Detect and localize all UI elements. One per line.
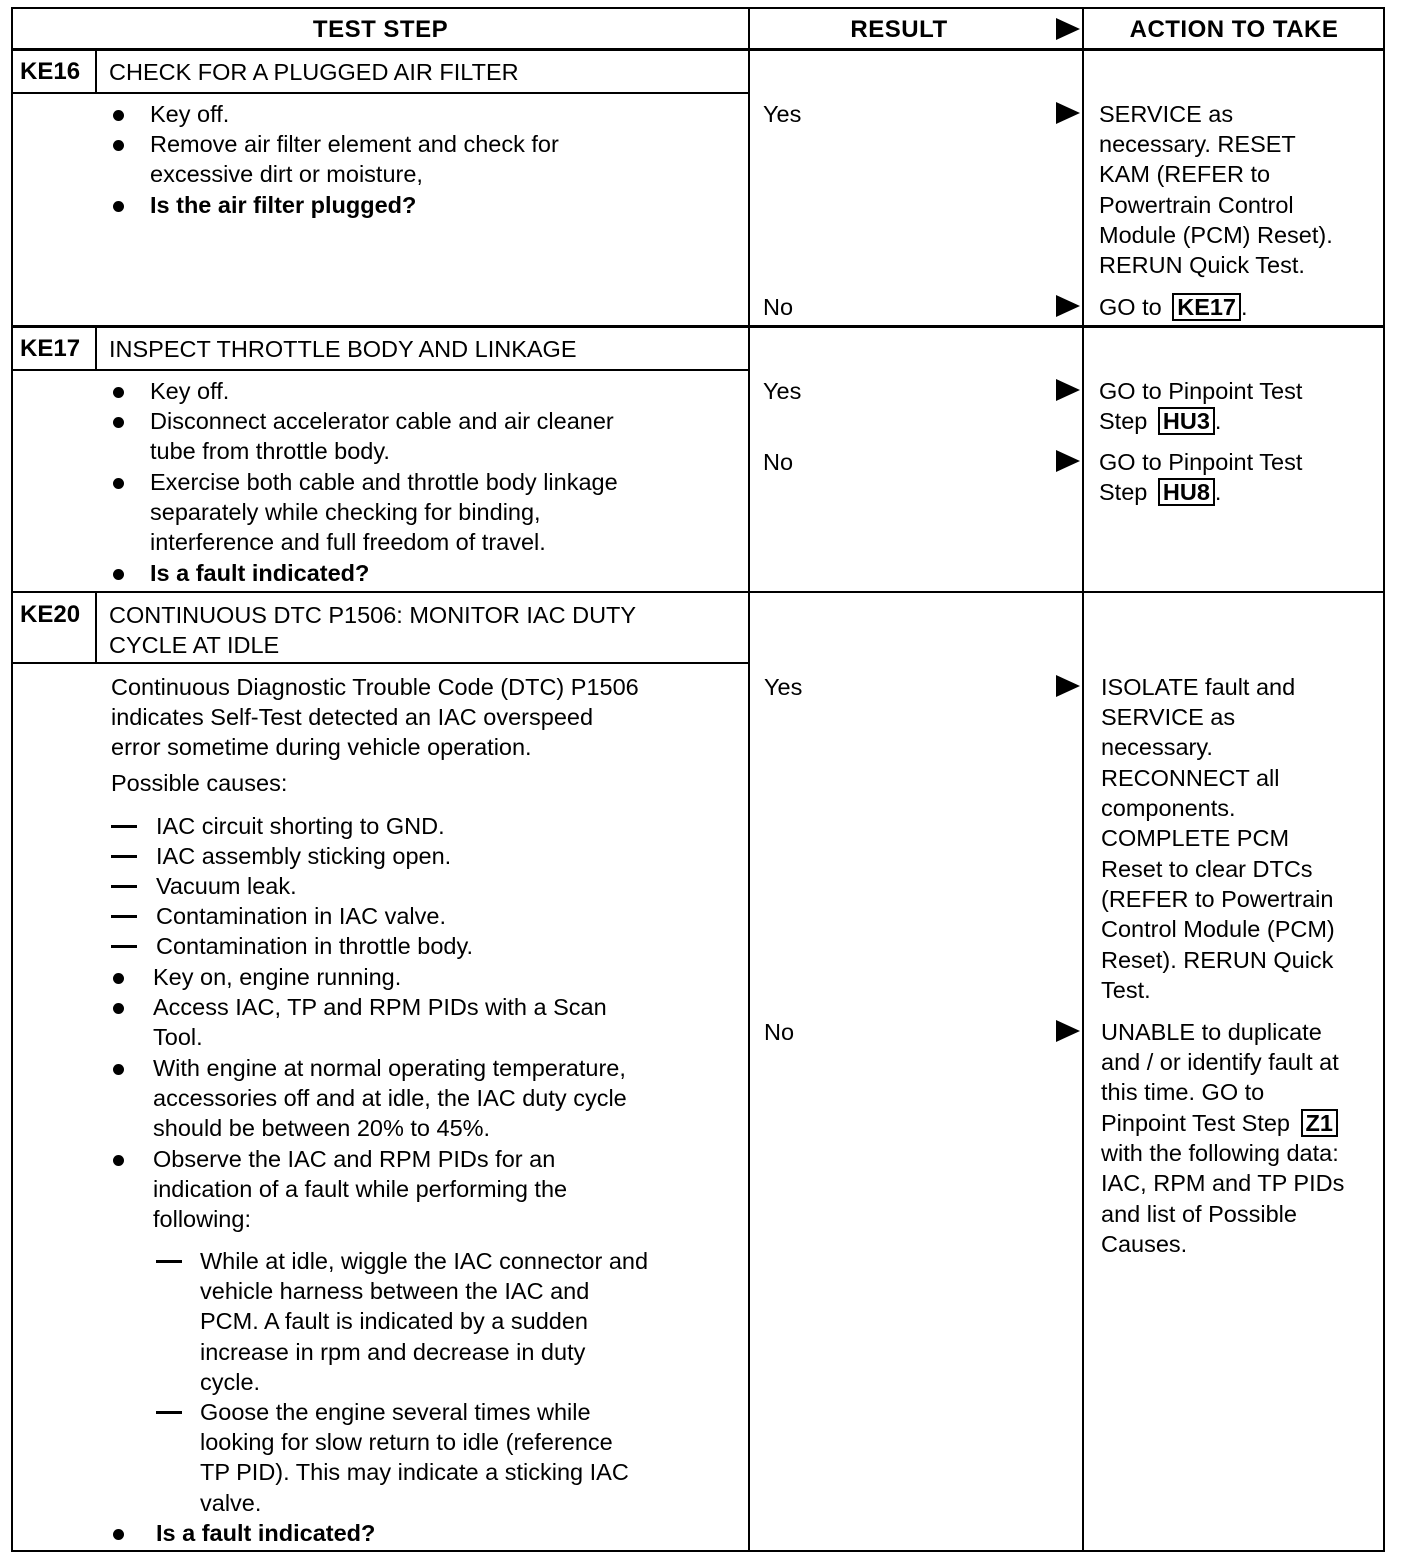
result-arrow-icon <box>1056 450 1080 472</box>
subitem-line: PCM. A fault is indicated by a sudden <box>200 1308 588 1334</box>
bullet-icon <box>113 1155 124 1166</box>
step-code: KE16 <box>20 58 81 85</box>
step-question: Is a fault indicated? <box>150 560 370 586</box>
code-divider <box>95 51 97 93</box>
action-line: RERUN Quick Test. <box>1099 252 1305 278</box>
result-no: No <box>763 449 794 475</box>
action-text: Step <box>1099 408 1154 434</box>
bullet-icon <box>113 569 124 580</box>
step-line: Exercise both cable and throttle body linkage <box>150 469 618 495</box>
header-test-step: TEST STEP <box>312 16 449 43</box>
action-line <box>1099 477 1221 507</box>
action-line: GO to Pinpoint Test <box>1099 449 1303 475</box>
step-line: Key on, engine running. <box>153 964 402 990</box>
action-line: Reset to clear DTCs <box>1101 856 1313 882</box>
title-underline <box>13 92 748 94</box>
title-underline <box>13 369 748 371</box>
table-header <box>13 9 1383 51</box>
code-divider <box>95 328 97 370</box>
result-yes: Yes <box>763 378 802 404</box>
result-yes: Yes <box>763 101 802 127</box>
header-result: RESULT <box>850 16 948 43</box>
action-text: . <box>1214 479 1222 505</box>
action-line: Module (PCM) Reset). <box>1099 222 1333 248</box>
intro-line: error sometime during vehicle operation. <box>111 734 532 760</box>
action-line: SERVICE as <box>1101 704 1236 730</box>
subitem-line: TP PID). This may indicate a sticking IAC <box>200 1459 629 1485</box>
cause-item: Contamination in throttle body. <box>156 933 473 959</box>
result-no: No <box>764 1019 795 1045</box>
step-code: KE20 <box>20 601 81 628</box>
step-title: CONTINUOUS DTC P1506: MONITOR IAC DUTY <box>109 602 637 628</box>
subitem-line: Goose the engine several times while <box>200 1399 591 1425</box>
diagnostic-table <box>11 7 1385 1552</box>
action-line: RECONNECT all <box>1101 765 1280 791</box>
step-line: following: <box>153 1206 251 1232</box>
cause-item: IAC circuit shorting to GND. <box>156 813 445 839</box>
step-line: excessive dirt or moisture, <box>150 161 423 187</box>
action-line: (REFER to Powertrain <box>1101 886 1334 912</box>
dash-icon <box>111 885 137 888</box>
action-line: KAM (REFER to <box>1099 161 1271 187</box>
action-line: Causes. <box>1101 1231 1188 1257</box>
step-reference: KE17 <box>1172 293 1241 321</box>
result-arrow-icon <box>1056 379 1080 401</box>
action-line: COMPLETE PCM <box>1101 825 1290 851</box>
step-title: INSPECT THROTTLE BODY AND LINKAGE <box>109 336 577 362</box>
bullet-icon <box>113 1064 124 1075</box>
dash-icon <box>111 825 137 828</box>
action-text: Pinpoint Test Step <box>1101 1110 1297 1136</box>
step-line: Disconnect accelerator cable and air cleaner <box>150 408 614 434</box>
intro-line: Continuous Diagnostic Trouble Code (DTC) P1506 <box>111 674 639 700</box>
possible-causes-label: Possible causes: <box>111 770 288 796</box>
column-divider-result <box>748 9 750 1550</box>
step-question: Is the air filter plugged? <box>150 192 417 218</box>
action-line: necessary. RESET <box>1099 131 1296 157</box>
row-divider <box>13 591 1383 593</box>
action-line: ISOLATE fault and <box>1101 674 1296 700</box>
cause-item: Vacuum leak. <box>156 873 297 899</box>
result-no: No <box>763 294 794 320</box>
code-divider <box>95 593 97 663</box>
step-line: interference and full freedom of travel. <box>150 529 546 555</box>
title-underline <box>13 662 748 664</box>
step-reference: HU3 <box>1158 407 1215 435</box>
subitem-line: increase in rpm and decrease in duty <box>200 1339 586 1365</box>
action-line: Powertrain Control <box>1099 192 1294 218</box>
action-line: Reset). RERUN Quick <box>1101 947 1334 973</box>
header-arrow-icon <box>1056 18 1080 40</box>
cause-item: Contamination in IAC valve. <box>156 903 446 929</box>
action-line: UNABLE to duplicate <box>1101 1019 1322 1045</box>
action-line: Control Module (PCM) <box>1101 916 1335 942</box>
step-line: accessories off and at idle, the IAC duty cycle <box>153 1085 627 1111</box>
action-line <box>1101 1108 1338 1138</box>
bullet-icon <box>113 110 124 121</box>
bullet-icon <box>113 1003 124 1014</box>
action-line: with the following data: <box>1101 1140 1339 1166</box>
dash-icon <box>111 855 137 858</box>
action-line: this time. GO to <box>1101 1079 1265 1105</box>
subitem-line: looking for slow return to idle (reference <box>200 1429 613 1455</box>
step-line: With engine at normal operating temperature, <box>153 1055 626 1081</box>
step-title: CYCLE AT IDLE <box>109 632 280 658</box>
step-code: KE17 <box>20 335 81 362</box>
step-line: Remove air filter element and check for <box>150 131 559 157</box>
bullet-icon <box>113 201 124 212</box>
step-line: indication of a fault while performing the <box>153 1176 568 1202</box>
dash-icon <box>156 1260 182 1263</box>
bullet-icon <box>113 387 124 398</box>
result-arrow-icon <box>1056 102 1080 124</box>
action-line: SERVICE as <box>1099 101 1234 127</box>
step-title: CHECK FOR A PLUGGED AIR FILTER <box>109 59 519 85</box>
bullet-icon <box>113 478 124 489</box>
action-line <box>1099 406 1221 436</box>
step-reference: Z1 <box>1301 1109 1338 1137</box>
subitem-line: cycle. <box>200 1369 261 1395</box>
subitem-line: valve. <box>200 1490 262 1516</box>
action-line: necessary. <box>1101 734 1213 760</box>
subitem-line: While at idle, wiggle the IAC connector and <box>200 1248 649 1274</box>
action-line <box>1099 292 1248 322</box>
step-line: Key off. <box>150 378 230 404</box>
action-line: Test. <box>1101 977 1151 1003</box>
row-divider <box>13 325 1383 328</box>
dash-icon <box>111 915 137 918</box>
dash-icon <box>156 1411 182 1414</box>
dash-icon <box>111 945 137 948</box>
action-line: and list of Possible <box>1101 1201 1297 1227</box>
result-yes: Yes <box>764 674 803 700</box>
step-line: Observe the IAC and RPM PIDs for an <box>153 1146 556 1172</box>
step-reference: HU8 <box>1158 478 1215 506</box>
result-arrow-icon <box>1056 1020 1080 1042</box>
action-text: . <box>1214 408 1222 434</box>
action-text: GO to <box>1099 294 1169 320</box>
intro-line: indicates Self-Test detected an IAC overspeed <box>111 704 594 730</box>
action-line: and / or identify fault at <box>1101 1049 1339 1075</box>
step-question: Is a fault indicated? <box>156 1520 376 1546</box>
action-text: . <box>1241 294 1248 320</box>
action-text: Step <box>1099 479 1154 505</box>
column-divider-action <box>1082 9 1084 1550</box>
step-line: Access IAC, TP and RPM PIDs with a Scan <box>153 994 607 1020</box>
step-line: should be between 20% to 45%. <box>153 1115 491 1141</box>
step-line: separately while checking for binding, <box>150 499 541 525</box>
step-line: Tool. <box>153 1024 203 1050</box>
result-arrow-icon <box>1056 675 1080 697</box>
result-arrow-icon <box>1056 295 1080 317</box>
action-line: IAC, RPM and TP PIDs <box>1101 1170 1345 1196</box>
subitem-line: vehicle harness between the IAC and <box>200 1278 590 1304</box>
header-action: ACTION TO TAKE <box>1129 16 1339 43</box>
bullet-icon <box>113 417 124 428</box>
action-line: GO to Pinpoint Test <box>1099 378 1303 404</box>
bullet-icon <box>113 140 124 151</box>
bullet-icon <box>113 1529 124 1540</box>
step-line: Key off. <box>150 101 230 127</box>
action-line: components. <box>1101 795 1236 821</box>
bullet-icon <box>113 973 124 984</box>
step-line: tube from throttle body. <box>150 438 390 464</box>
cause-item: IAC assembly sticking open. <box>156 843 452 869</box>
